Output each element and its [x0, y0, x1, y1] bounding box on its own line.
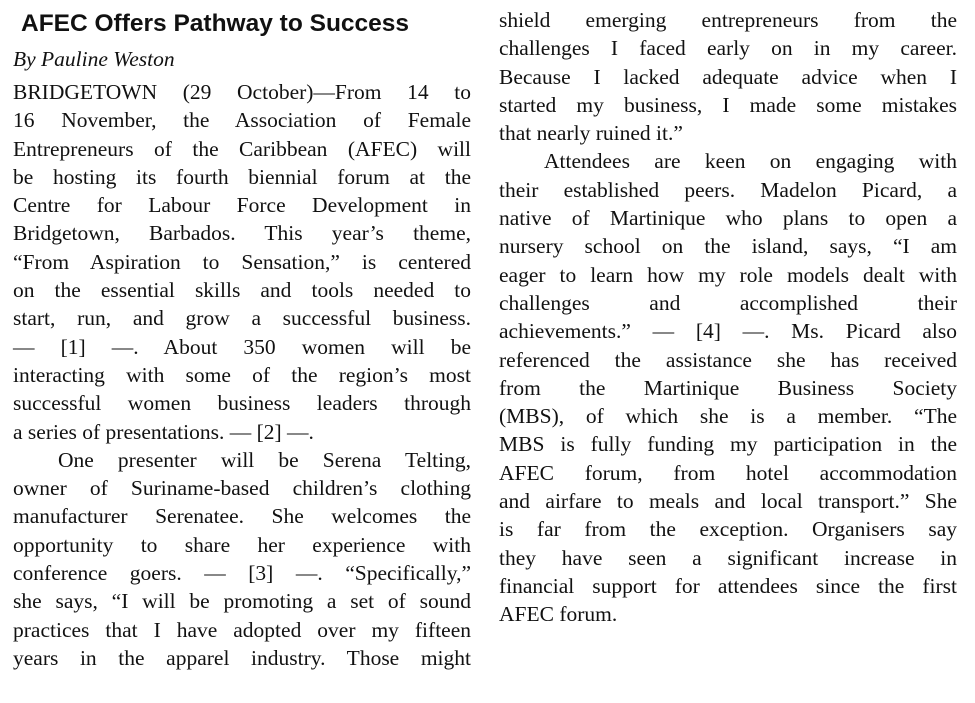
article-body-right — [499, 6, 957, 629]
text-line: is far from the exception. Organisers say — [499, 517, 957, 542]
text-line: nursery school on the island, says, “I am — [499, 234, 957, 259]
text-line: challenges I faced early on in my career. — [499, 36, 957, 61]
text-line: conference goers. — [3] —. “Specifically,” — [13, 561, 471, 586]
text-line: Bridgetown, Barbados. This year’s theme, — [13, 221, 471, 246]
text-line: they have seen a significant increase in — [499, 545, 957, 570]
text-line: she says, “I will be promoting a set of sound — [13, 589, 471, 614]
article-body-left — [13, 78, 471, 672]
text-line: a series of presentations. — [2] —. — [13, 419, 314, 444]
text-line: from the Martinique Business Society — [499, 375, 957, 400]
text-line: and airfare to meals and local transport.” She — [499, 489, 957, 514]
text-line: practices that I have adopted over my fifteen — [13, 617, 471, 642]
text-line: years in the apparel industry. Those might — [13, 645, 471, 670]
text-line: that nearly ruined it.” — [499, 121, 683, 146]
text-line: referenced the assistance she has received — [499, 347, 957, 372]
text-line: be hosting its fourth biennial forum at the — [13, 164, 471, 189]
article-column-right — [499, 6, 957, 629]
text-line: AFEC forum, from hotel accommodation — [499, 460, 957, 485]
text-line: — [1] —. About 350 women will be — [13, 334, 471, 359]
text-line: start, run, and grow a successful business. — [13, 306, 471, 331]
text-line: achievements.” — [4] —. Ms. Picard also — [499, 319, 957, 344]
text-line: opportunity to share her experience with — [13, 532, 471, 557]
text-line: One presenter will be Serena Telting, — [58, 447, 471, 472]
article-byline: By Pauline Weston — [13, 47, 175, 71]
text-line: Centre for Labour Force Development in — [13, 193, 471, 218]
text-line: 16 November, the Association of Female — [13, 108, 471, 133]
text-line: challenges and accomplished their — [499, 290, 957, 315]
article-column-left — [13, 6, 471, 672]
text-line: Attendees are keen on engaging with — [544, 149, 957, 174]
text-line: Because I lacked adequate advice when I — [499, 64, 957, 89]
text-line: (MBS), of which she is a member. “The — [499, 404, 957, 429]
text-line: owner of Suriname-based children’s clothing — [13, 476, 471, 501]
text-line: on the essential skills and tools needed to — [13, 278, 471, 303]
text-line: interacting with some of the region’s most — [13, 362, 471, 387]
text-line: BRIDGETOWN (29 October)—From 14 to — [13, 80, 471, 104]
text-line: manufacturer Serenatee. She welcomes the — [13, 504, 471, 529]
text-line: shield emerging entrepreneurs from the — [499, 8, 957, 32]
article-headline: AFEC Offers Pathway to Success — [21, 10, 410, 37]
text-line: eager to learn how my role models dealt with — [499, 262, 957, 287]
text-line: MBS is fully funding my participation in the — [499, 432, 957, 457]
text-line: Entrepreneurs of the Caribbean (AFEC) will — [13, 136, 471, 161]
text-line: financial support for attendees since the first — [499, 573, 957, 598]
text-line: “From Aspiration to Sensation,” is centered — [13, 249, 471, 274]
text-line: started my business, I made some mistakes — [499, 92, 957, 117]
text-line: AFEC forum. — [499, 602, 618, 627]
text-line: native of Martinique who plans to open a — [499, 206, 957, 231]
text-line: successful women business leaders through — [13, 391, 471, 416]
text-line: their established peers. Madelon Picard, a — [499, 177, 957, 202]
